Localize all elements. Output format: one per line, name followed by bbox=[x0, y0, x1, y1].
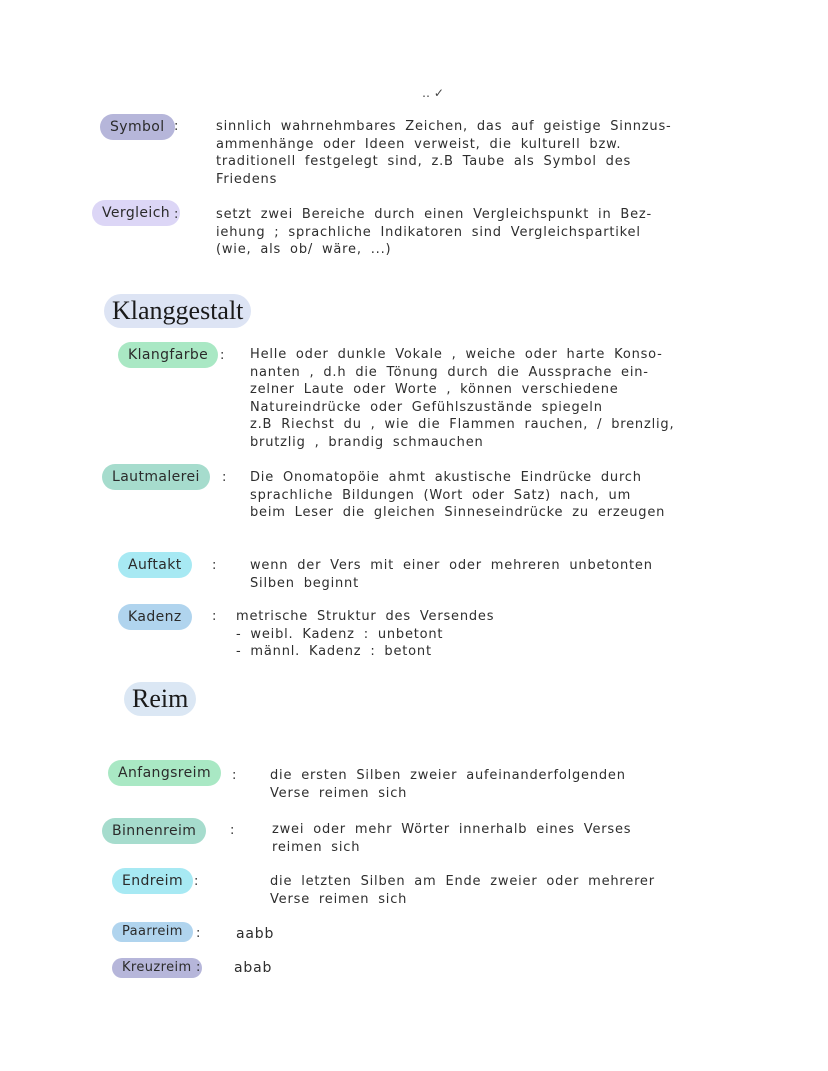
definition-kreuzreim: abab bbox=[234, 960, 273, 976]
colon: : bbox=[212, 609, 217, 624]
definition-paarreim: aabb bbox=[236, 926, 275, 942]
term-vergleich: Vergleich bbox=[92, 200, 180, 226]
term-endreim: Endreim bbox=[112, 868, 193, 894]
colon: : bbox=[230, 823, 235, 838]
heading-klanggestalt: Klanggestalt bbox=[104, 294, 251, 328]
term-auftakt: Auftakt bbox=[118, 552, 192, 578]
colon: : bbox=[194, 874, 199, 889]
colon: : bbox=[196, 960, 201, 975]
term-klangfarbe: Klangfarbe bbox=[118, 342, 218, 368]
colon: : bbox=[212, 558, 217, 573]
term-binnenreim: Binnenreim bbox=[102, 818, 206, 844]
term-kreuzreim: Kreuzreim bbox=[112, 958, 202, 978]
definition-lautmalerei: Die Onomatopöie ahmt akustische Eindrücke durch sprachliche Bildungen (Wort oder Satz) nach, um beim Leser die gleichen Sinneseindrücke zu erzeugen bbox=[250, 470, 666, 520]
definition-klangfarbe: Helle oder dunkle Vokale , weiche oder harte Konso- nanten , d.h die Tönung durch die Aussprache ein- zelner Laute oder Worte , können verschiedene Natureindrücke oder Gefühlszustände spiegeln z.B Riechst du , wie die Flammen rauchen, / brenzlig, brutzlig , brandig schmauchen bbox=[250, 347, 675, 450]
definition-endreim: die letzten Silben am Ende zweier oder mehrerer Verse reimen sich bbox=[270, 874, 655, 907]
term-symbol: Symbol bbox=[100, 114, 175, 140]
term-lautmalerei: Lautmalerei bbox=[102, 464, 210, 490]
term-anfangsreim: Anfangsreim bbox=[108, 760, 221, 786]
colon: : bbox=[174, 207, 179, 222]
colon: : bbox=[174, 119, 179, 134]
definition-kadenz: metrische Struktur des Versendes - weibl. Kadenz : unbetont - männl. Kadenz : betont bbox=[236, 609, 495, 659]
colon: : bbox=[232, 768, 237, 783]
colon: : bbox=[222, 470, 227, 485]
definition-binnenreim: zwei oder mehr Wörter innerhalb eines Verses reimen sich bbox=[272, 822, 632, 855]
colon: : bbox=[196, 926, 201, 941]
term-paarreim: Paarreim bbox=[112, 922, 193, 942]
colon: : bbox=[220, 348, 225, 363]
stray-marks: ‥ ✓ bbox=[422, 86, 444, 100]
definition-auftakt: wenn der Vers mit einer oder mehreren unbetonten Silben beginnt bbox=[250, 558, 653, 591]
term-kadenz: Kadenz bbox=[118, 604, 192, 630]
heading-reim: Reim bbox=[124, 682, 196, 716]
definition-anfangsreim: die ersten Silben zweier aufeinanderfolgenden Verse reimen sich bbox=[270, 768, 626, 801]
definition-symbol: sinnlich wahrnehmbares Zeichen, das auf geistige Sinnzus- ammenhänge oder Ideen verweist, die kulturell bzw. traditionell festgelegt sind, z.B Taube als Symbol des Friedens bbox=[216, 119, 672, 187]
definition-vergleich: setzt zwei Bereiche durch einen Vergleichspunkt in Bez- iehung ; sprachliche Indikatoren sind Vergleichspartikel (wie, als ob/ wäre, ...) bbox=[216, 207, 653, 257]
